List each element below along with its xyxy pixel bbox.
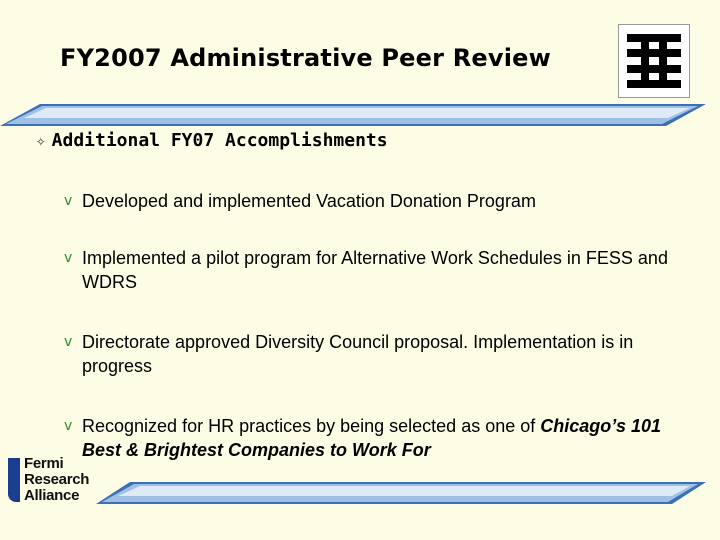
bullet-item [64, 414, 694, 462]
bullet-text-plain: Recognized for HR practices by being selected as one of [82, 416, 541, 436]
section-heading [36, 130, 388, 151]
check-bullet-icon: v [64, 193, 73, 209]
section-heading-text: Additional FY07 Accomplishments [51, 130, 388, 151]
slide-title: FY2007 Administrative Peer Review [60, 44, 552, 72]
footer-divider-band [0, 478, 720, 506]
bullet-text: Implemented a pilot program for Alternative Work Schedules in FESS and WDRS [82, 248, 668, 292]
title-divider-band [0, 100, 720, 128]
bullet-item [64, 330, 694, 378]
logo-line: Alliance [24, 487, 80, 504]
diamond-bullet-icon: ✧ [36, 131, 46, 150]
bullet-text: Directorate approved Diversity Council proposal. Implementation is in progress [82, 332, 634, 376]
bullet-text [64, 414, 694, 462]
bullet-item [64, 189, 694, 213]
fermilab-logo-icon [618, 24, 690, 98]
logo-line: Research [24, 471, 90, 488]
logo-line: Fermi [24, 455, 64, 472]
bullet-item [64, 246, 694, 294]
check-bullet-icon: v [64, 418, 73, 434]
bullet-text-emphasis: Chicago’s 101 Best & Brightest Companies to Work For [82, 416, 661, 460]
check-bullet-icon: v [64, 334, 73, 350]
check-bullet-icon: v [64, 250, 73, 266]
bullet-text: Developed and implemented Vacation Donation Program [82, 191, 536, 211]
